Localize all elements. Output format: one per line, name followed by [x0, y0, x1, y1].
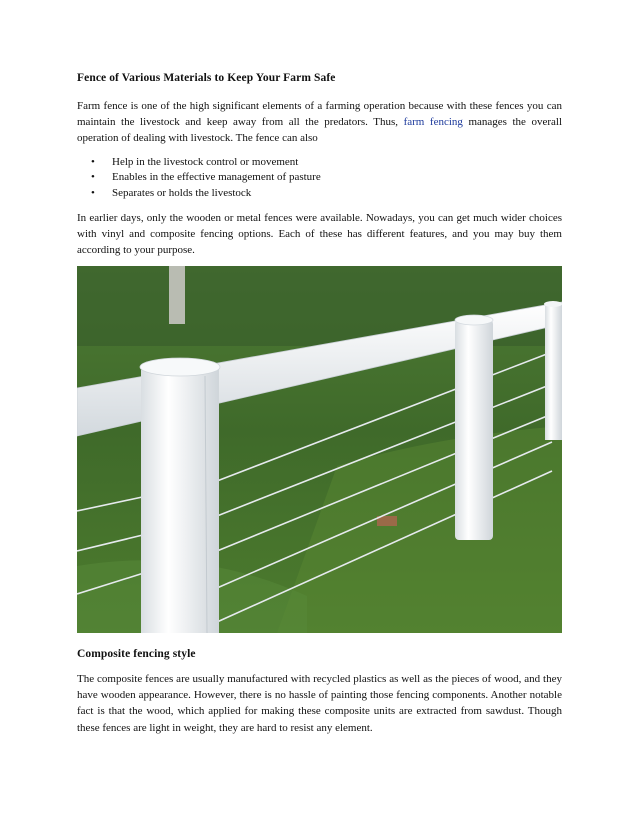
- benefits-list: [91, 155, 321, 201]
- composite-paragraph: The composite fences are usually manufactured with recycled plastics as well as the pieces of wood, and they have wooden appearance. However, there is no hassle of painting those fencing components. Another notable fact is that the wood, which applied for making these composite units are extracted from sawdust. Though these fences are light in weight, they are hard to resist any element.: [77, 673, 562, 734]
- farm-fencing-link[interactable]: farm fencing: [403, 116, 463, 129]
- fence-post: [545, 304, 562, 440]
- post-cap: [455, 315, 493, 325]
- section-subheading: Composite fencing style: [77, 648, 196, 660]
- options-paragraph: In earlier days, only the wooden or metal fences were available. Nowadays, you can get much wider choices with vinyl and composite fencing options. Each of these has different features, and you may buy them according to your purpose.: [77, 212, 562, 257]
- list-item: • Help in the livestock control or movement: [91, 155, 321, 170]
- article-title: Fence of Various Materials to Keep Your Farm Safe: [77, 72, 336, 84]
- post-cap: [140, 358, 220, 376]
- fence-illustration: [77, 266, 562, 633]
- intro-text-start: Farm fence is one of the high significant elements of a farming operation because with these fences you can maintain the livestock and keep away from all the predators. Thus,: [77, 100, 562, 129]
- intro-paragraph: [77, 98, 562, 147]
- tree-trunk: [169, 266, 185, 324]
- post-cap: [544, 301, 562, 307]
- fence-post: [455, 320, 493, 540]
- intro-text-end: manages the overall operation of dealing with livestock. The fence can also: [77, 116, 563, 145]
- list-item: • Separates or holds the livestock: [91, 186, 321, 201]
- front-fence-post: [141, 364, 219, 633]
- list-item: • Enables in the effective management of pasture: [91, 170, 321, 185]
- fence-photo: [77, 266, 562, 633]
